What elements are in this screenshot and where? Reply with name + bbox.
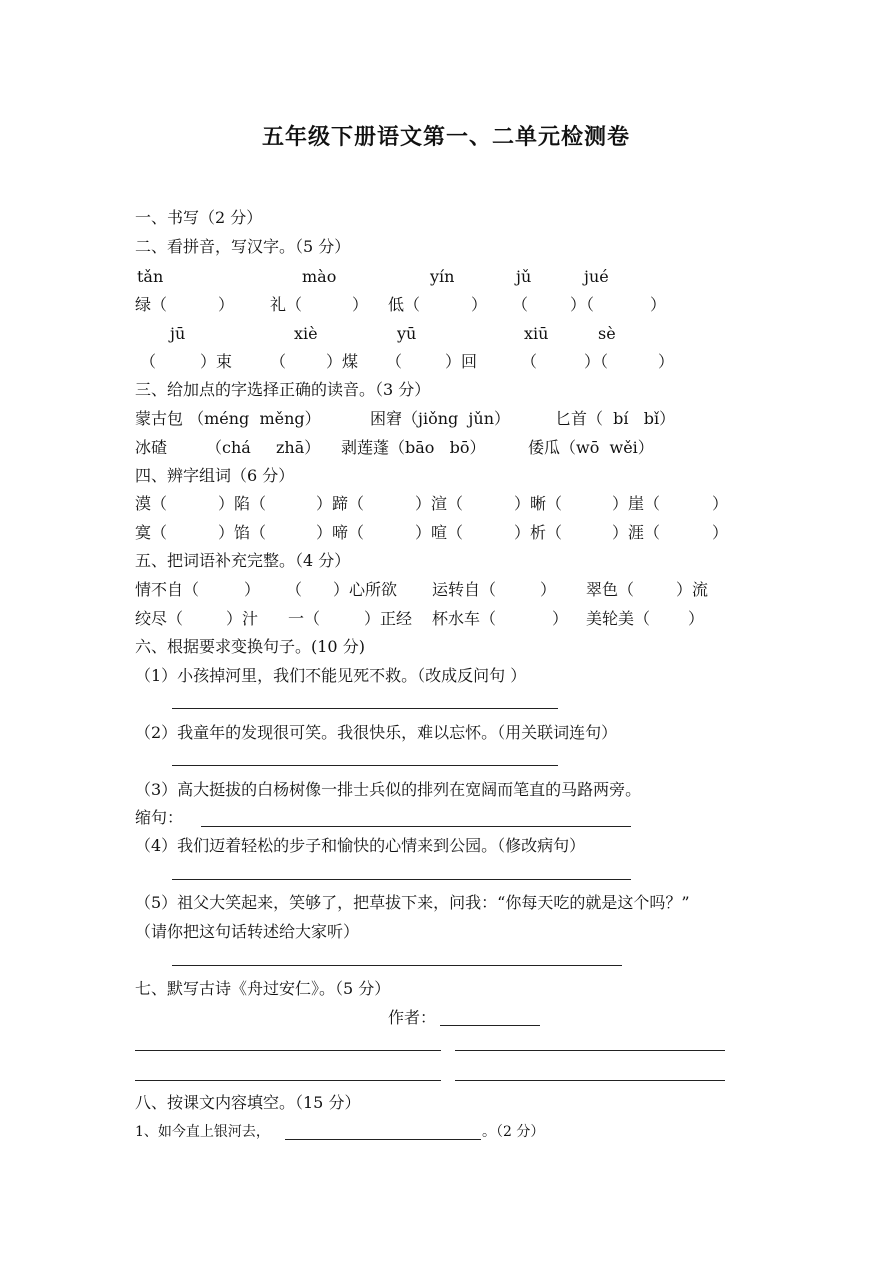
pinyin: jū xyxy=(170,324,186,343)
word-blank: ）煤 xyxy=(326,352,359,371)
poem-line[interactable] xyxy=(135,1050,441,1051)
word-blank: （ xyxy=(270,352,287,371)
pinyin: tǎn xyxy=(137,267,164,286)
question-3: （3）高大挺拔的白杨树像一排士兵似的排列在宽阔而笔直的马路两旁。 xyxy=(135,780,642,799)
reading-item: （chá xyxy=(206,438,251,457)
fill-question-1-suffix: 。（2 分） xyxy=(482,1124,545,1140)
idiom-item: 美轮美（ xyxy=(586,609,651,628)
section-3-heading: 三、给加点的字选择正确的读音。（3 分） xyxy=(135,380,431,399)
word-blank: 礼（ xyxy=(270,295,303,314)
word-blank: ） xyxy=(471,295,488,314)
question-2: （2）我童年的发现很可笑。我很快乐，难以忘怀。（用关联词连句） xyxy=(135,723,618,742)
word-blank: ）析（ xyxy=(514,523,563,542)
word-blank: （ xyxy=(140,352,157,371)
pinyin: yín xyxy=(430,267,455,286)
question-5-note: （请你把这句话转述给大家听） xyxy=(135,922,360,941)
idiom-item: 情不自（ xyxy=(135,580,200,599)
idiom-item: ） xyxy=(540,580,557,599)
poem-line[interactable] xyxy=(455,1080,725,1081)
idiom-item: ）汁 xyxy=(226,609,259,628)
idiom-item: 绞尽（ xyxy=(135,609,184,628)
section-6-heading: 六、根据要求变换句子。(10 分) xyxy=(135,637,365,656)
word-blank: ）馅（ xyxy=(218,523,267,542)
poem-line[interactable] xyxy=(135,1080,441,1081)
page-title: 五年级下册语文第一、二单元检测卷 xyxy=(261,124,630,150)
section-7-heading: 七、默写古诗《舟过安仁》。（5 分） xyxy=(135,979,391,998)
author-label: 作者： xyxy=(388,1008,437,1027)
idiom-item: 杯水车（ xyxy=(432,609,497,628)
idiom-item: 一（ xyxy=(288,609,321,628)
reading-item: 剥莲蓬（bāo bō） xyxy=(341,438,486,457)
word-blank: （ xyxy=(512,295,529,314)
question-3-label: 缩句： xyxy=(135,808,184,827)
pinyin: mào xyxy=(302,267,337,286)
section-4-heading: 四、辨字组词（6 分） xyxy=(135,466,295,485)
section-8-heading: 八、按课文内容填空。（15 分） xyxy=(135,1093,361,1112)
word-blank: ）晰（ xyxy=(514,494,563,513)
word-blank: 低（ xyxy=(388,295,421,314)
word-blank: ） xyxy=(352,295,369,314)
word-blank: ）崖（ xyxy=(612,494,661,513)
answer-line[interactable] xyxy=(201,826,631,827)
word-blank: 绿（ xyxy=(135,295,168,314)
word-blank: ）啼（ xyxy=(316,523,365,542)
idiom-item: ） xyxy=(688,609,705,628)
word-blank: ） xyxy=(658,352,675,371)
idiom-item: 运转自（ xyxy=(432,580,497,599)
idiom-item: ）正经 xyxy=(364,609,413,628)
word-blank: 漠（ xyxy=(135,494,168,513)
reading-item: 冰碴 xyxy=(135,438,168,457)
answer-line[interactable] xyxy=(172,965,622,966)
pinyin: xiū xyxy=(524,324,549,343)
word-blank: ）喧（ xyxy=(415,523,464,542)
word-blank: ） xyxy=(712,494,729,513)
word-blank: ） xyxy=(712,523,729,542)
word-blank: ） xyxy=(218,295,235,314)
idiom-item: （ xyxy=(286,580,303,599)
word-blank: ）（ xyxy=(570,295,595,314)
reading-item: 倭瓜（wō wěi） xyxy=(528,438,654,457)
idiom-item: ）流 xyxy=(676,580,709,599)
answer-line[interactable] xyxy=(172,879,631,880)
fill-answer-line[interactable] xyxy=(285,1139,481,1140)
answer-line[interactable] xyxy=(172,765,558,766)
section-1-heading: 一、书写（2 分） xyxy=(135,208,263,227)
question-5: （5）祖父大笑起来，笑够了，把草拔下来，问我：“你每天吃的就是这个吗？” xyxy=(135,893,690,912)
word-blank: （ xyxy=(521,352,538,371)
word-blank: ）回 xyxy=(445,352,478,371)
word-blank: （ xyxy=(386,352,403,371)
word-blank: ） xyxy=(650,295,667,314)
pinyin: sè xyxy=(598,324,616,343)
answer-line[interactable] xyxy=(172,708,558,709)
pinyin: yū xyxy=(397,324,417,343)
fill-question-1: 1、如今直上银河去， xyxy=(135,1124,270,1140)
word-blank: ）渲（ xyxy=(415,494,464,513)
author-answer-line[interactable] xyxy=(440,1025,540,1026)
reading-item: 蒙古包 （méng měng） xyxy=(135,409,321,428)
idiom-item: ） xyxy=(244,580,261,599)
idiom-item: ）心所欲 xyxy=(333,580,398,599)
word-blank: 寞（ xyxy=(135,523,168,542)
section-5-heading: 五、把词语补充完整。（4 分） xyxy=(135,551,351,570)
word-blank: ）陷（ xyxy=(218,494,267,513)
pinyin: xiè xyxy=(294,324,318,343)
reading-item: 困窘（jiǒng jǔn） xyxy=(370,409,511,428)
question-4: （4）我们迈着轻松的步子和愉快的心情来到公园。（修改病句） xyxy=(135,836,586,855)
idiom-item: ） xyxy=(552,609,569,628)
question-1: （1）小孩掉河里，我们不能见死不救。（改成反问句 ） xyxy=(135,666,527,685)
pinyin: jǔ xyxy=(516,267,532,286)
word-blank: ）蹄（ xyxy=(316,494,365,513)
word-blank: ）涯（ xyxy=(612,523,661,542)
word-blank: ）束 xyxy=(200,352,233,371)
word-blank: ）（ xyxy=(584,352,609,371)
reading-item: zhā） xyxy=(276,438,321,457)
idiom-item: 翠色（ xyxy=(586,580,635,599)
section-2-heading: 二、看拼音，写汉字。（5 分） xyxy=(135,237,351,256)
poem-line[interactable] xyxy=(455,1050,725,1051)
pinyin: jué xyxy=(584,267,609,286)
reading-item: 匕首（ bí bǐ） xyxy=(555,409,676,428)
